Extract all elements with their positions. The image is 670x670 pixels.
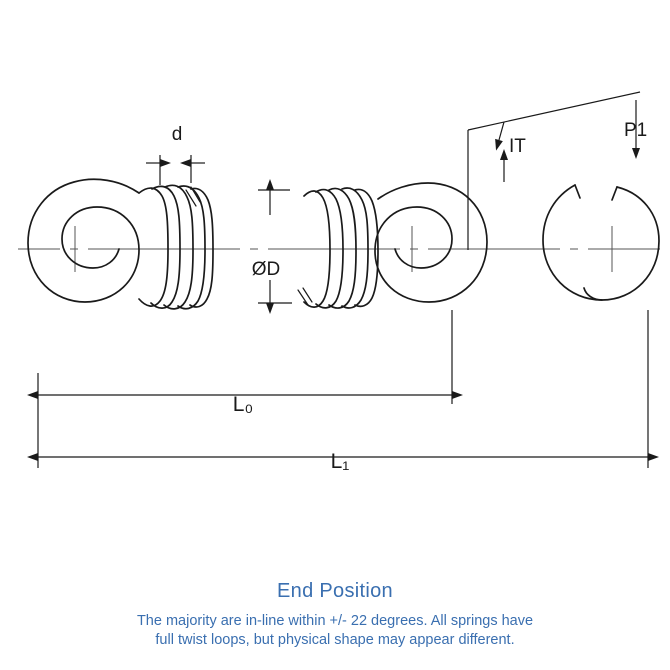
dimension-labels (172, 120, 648, 473)
caption-body (35, 612, 635, 650)
right-hook-loop (375, 183, 487, 302)
detached-hook-end (543, 185, 659, 300)
it-arrow-top (499, 122, 504, 140)
spring-body (28, 179, 659, 309)
caption-title: End Position (277, 580, 393, 602)
label-free-length: L₀ (232, 393, 254, 416)
caption-line-2: full twist loops, but physical shape may appear different. (155, 632, 515, 648)
label-load-p1: P1 (624, 120, 648, 141)
left-hook-loop (28, 179, 139, 302)
p1-diagonal (468, 92, 640, 130)
centerline (18, 226, 660, 272)
label-extended-length: L₁ (330, 450, 350, 473)
label-initial-tension: IT (509, 136, 526, 157)
middle-coil-group (304, 188, 378, 308)
caption-line-1: The majority are in-line within +/- 22 degrees. All springs have (136, 613, 534, 629)
label-outer-diameter: ØD (251, 259, 281, 280)
left-coil-group (139, 185, 213, 309)
label-wire-diameter: d (171, 124, 183, 145)
